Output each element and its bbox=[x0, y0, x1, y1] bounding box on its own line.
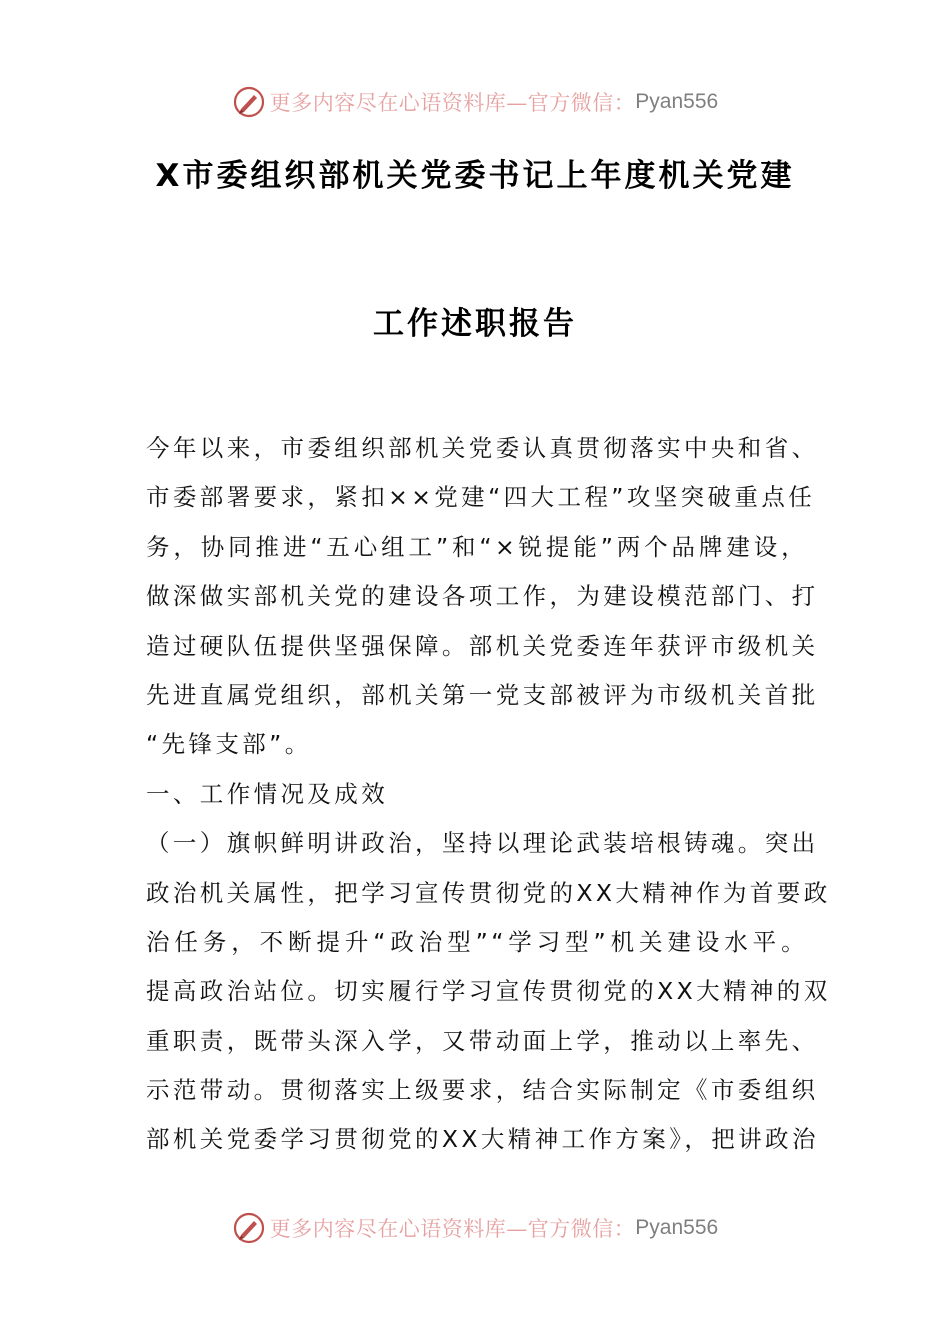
body-line: 提高政治站位。切实履行学习宣传贯彻党的XX大精神的双 bbox=[146, 977, 831, 1006]
watermark-footer bbox=[0, 1206, 950, 1250]
pen-logo-icon bbox=[232, 1211, 266, 1245]
watermark-text: 更多内容尽在心语资料库—官方微信： bbox=[269, 1217, 636, 1241]
body-line: 造过硬队伍提供坚强保障。部机关党委连年获评市级机关 bbox=[146, 631, 819, 660]
body-line: “先锋支部”。 bbox=[146, 730, 312, 759]
body-line: 今年以来，市委组织部机关党委认真贯彻落实中央和省、 bbox=[146, 434, 819, 462]
watermark-brand: Pyan556 bbox=[635, 1216, 719, 1239]
document-body bbox=[146, 424, 831, 1165]
watermark-text: 更多内容尽在心语资料库—官方微信： bbox=[269, 91, 636, 115]
body-line: （一）旗帜鲜明讲政治，坚持以理论武装培根铸魂。突出 bbox=[146, 829, 819, 858]
pen-logo-icon bbox=[232, 85, 266, 119]
watermark-brand: Pyan556 bbox=[635, 90, 719, 113]
body-line: 示范带动。贯彻落实上级要求，结合实际制定《市委组织 bbox=[146, 1076, 819, 1105]
body-line: 做深做实部机关党的建设各项工作，为建设模范部门、打 bbox=[146, 582, 819, 611]
watermark-header bbox=[0, 80, 950, 124]
body-line: 市委部署要求，紧扣××党建“四大工程”攻坚突破重点任 bbox=[146, 483, 816, 512]
body-line: 务，协同推进“五心组工”和“×锐提能”两个品牌建设， bbox=[146, 532, 808, 561]
body-line: 重职责，既带头深入学，又带动面上学，推动以上率先、 bbox=[146, 1026, 819, 1055]
document-title-line-2: 工作述职报告 bbox=[373, 306, 577, 342]
body-line: 政治机关属性，把学习宣传贯彻党的XX大精神作为首要政 bbox=[146, 878, 831, 907]
section-heading: 一、工作情况及成效 bbox=[146, 779, 389, 808]
body-line: 先进直属党组织，部机关第一党支部被评为市级机关首批 bbox=[146, 680, 819, 709]
body-line: 治任务，不断提升“政治型”“学习型”机关建设水平。 bbox=[146, 927, 808, 956]
body-line: 部机关党委学习贯彻党的XX大精神工作方案》，把讲政治 bbox=[146, 1125, 819, 1154]
document-title-line-1: X市委组织部机关党委书记上年度机关党建 bbox=[155, 158, 795, 194]
